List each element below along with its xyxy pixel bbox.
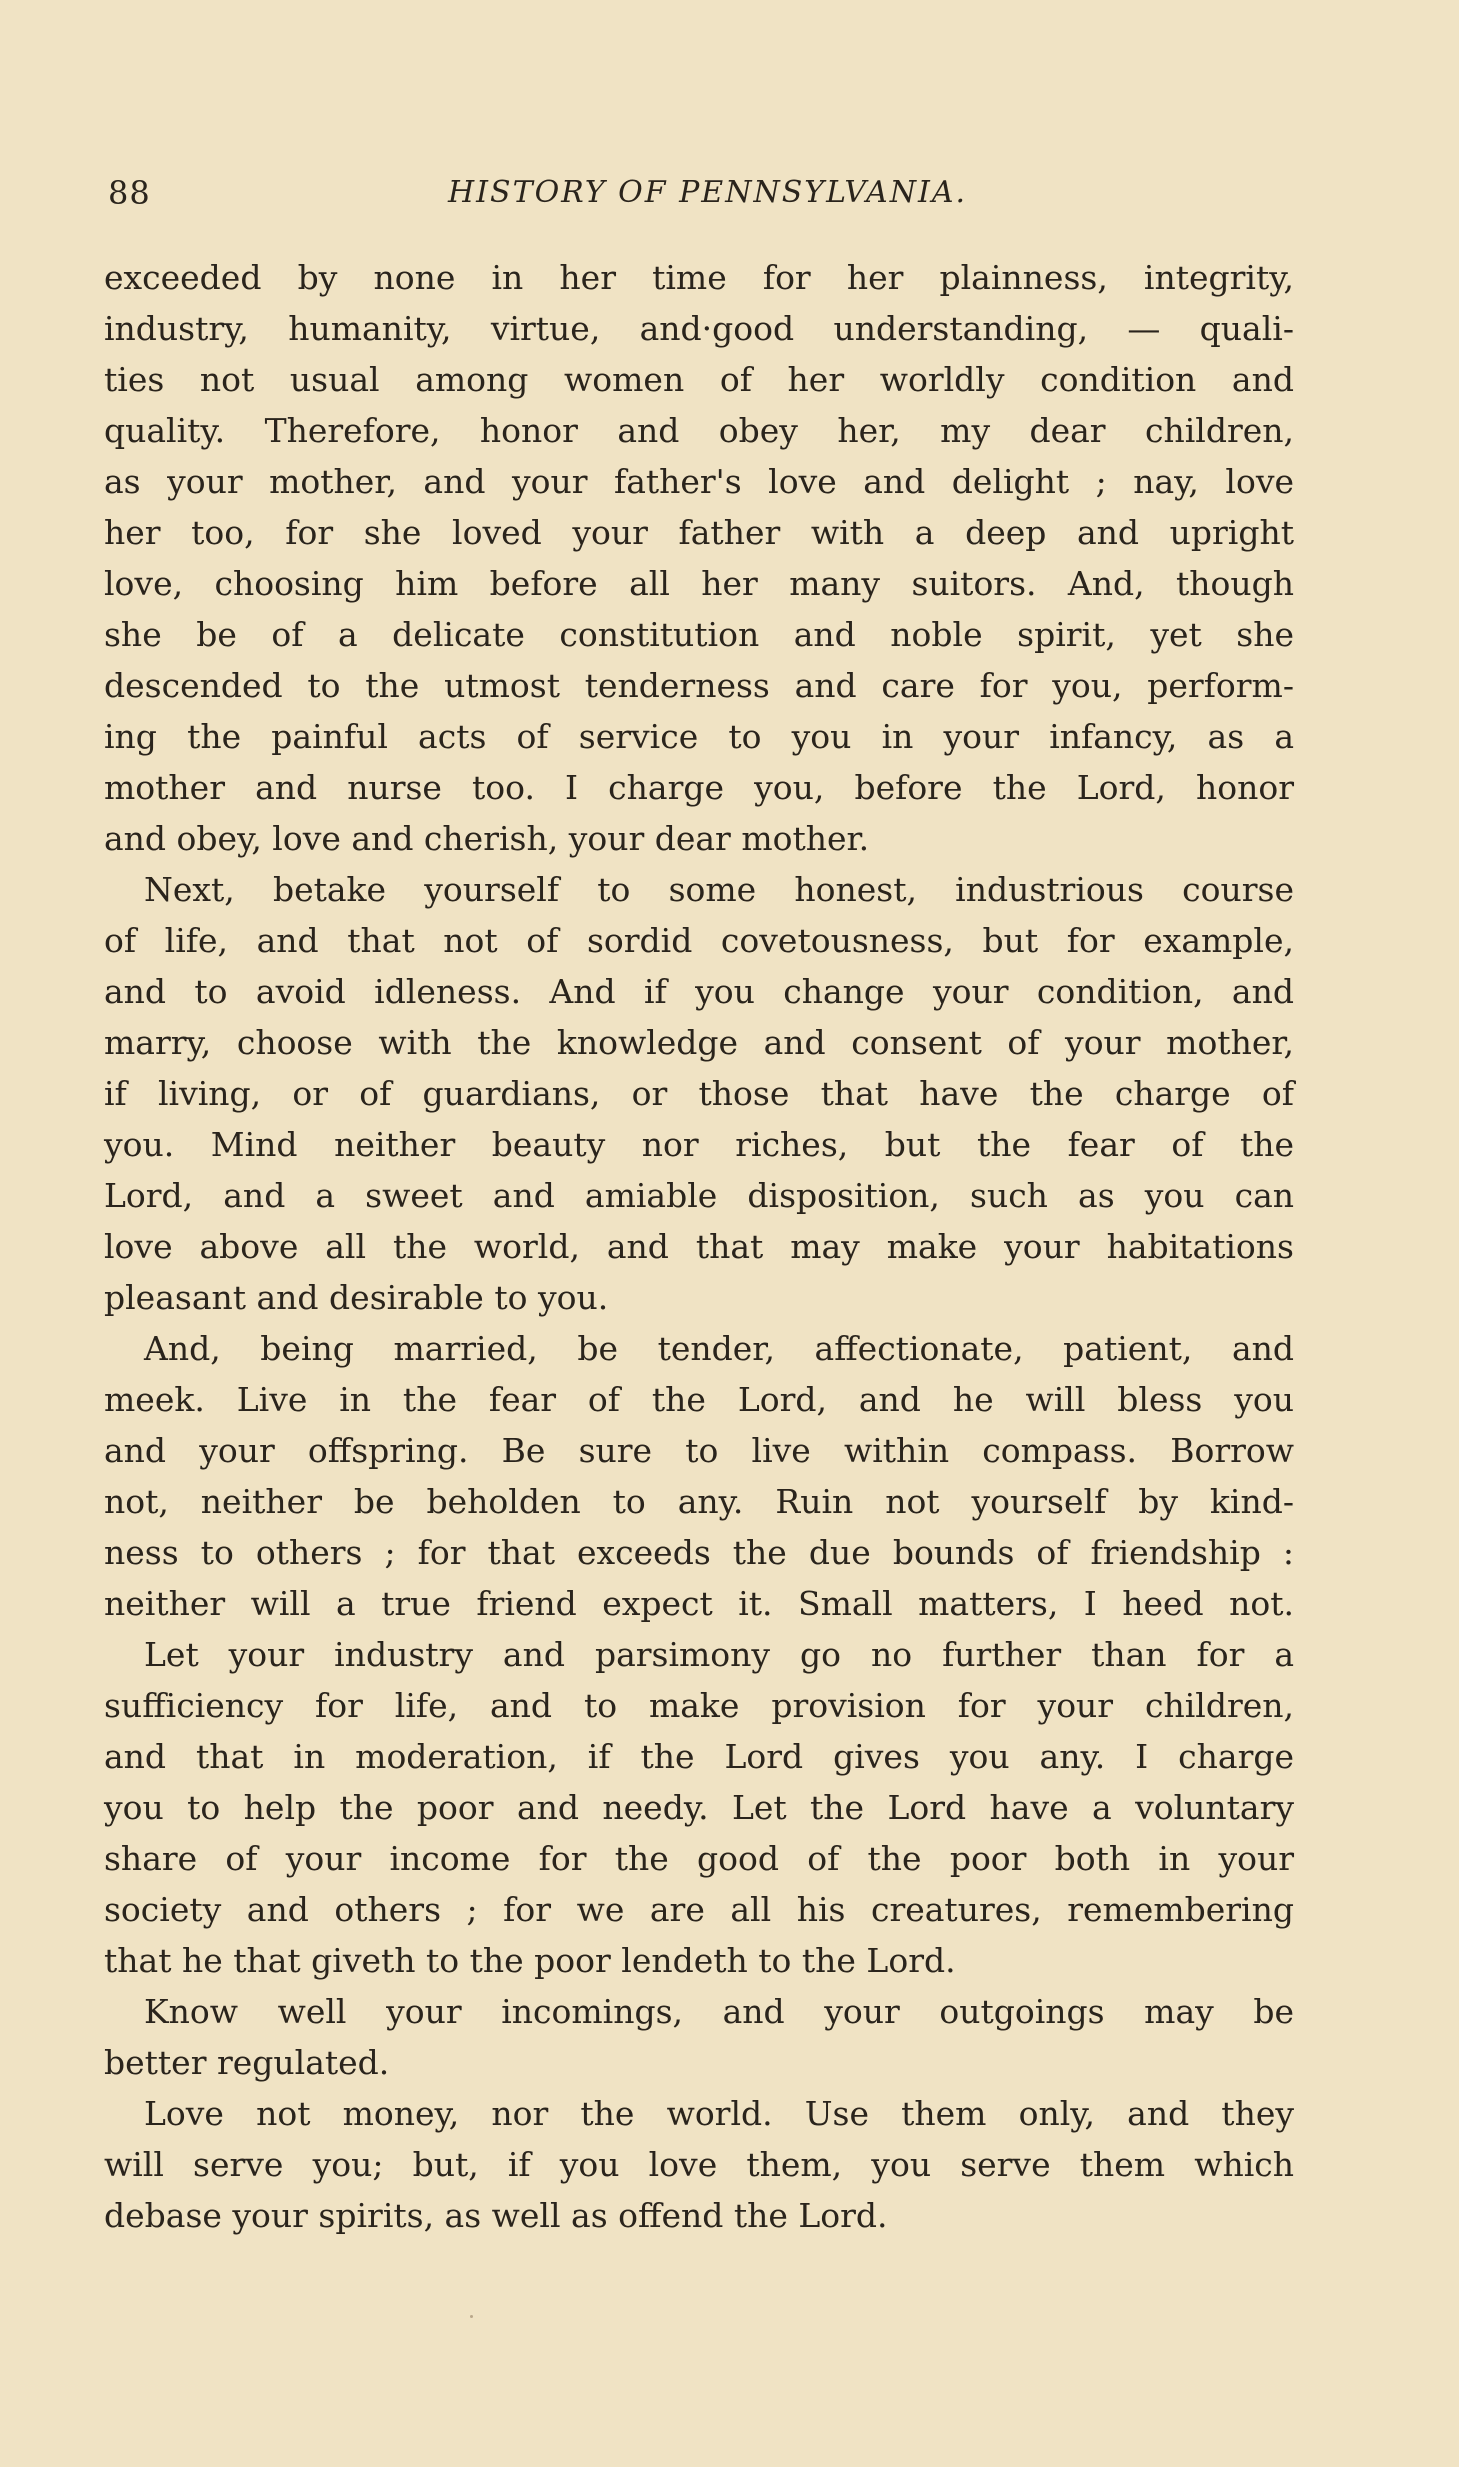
- text-line: debase your spirits, as well as offend the Lord.: [104, 2196, 888, 2235]
- text-line: you to help the poor and needy. Let the Lord have a voluntary: [104, 1788, 1294, 1827]
- text-line: of life, and that not of sordid covetousness, but for example,: [104, 921, 1294, 960]
- text-line: and to avoid idleness. And if you change your condition, and: [104, 972, 1294, 1011]
- text-line: love above all the world, and that may make your habitations: [104, 1227, 1294, 1266]
- text-line: Lord, and a sweet and amiable disposition, such as you can: [104, 1176, 1294, 1215]
- running-title: HISTORY OF PENNSYLVANIA.: [448, 175, 968, 210]
- text-line: ing the painful acts of service to you in your infancy, as a: [104, 717, 1294, 756]
- text-line: will serve you; but, if you love them, you serve them which: [104, 2145, 1294, 2184]
- text-line: mother and nurse too. I charge you, before the Lord, honor: [104, 768, 1294, 807]
- paragraph-start-line: Know well your incomings, and your outgoings may be: [144, 1992, 1294, 2031]
- body-text: [104, 252, 1294, 2241]
- page-header: [108, 168, 1298, 218]
- text-line: pleasant and desirable to you.: [104, 1278, 609, 1317]
- text-line: if living, or of guardians, or those that have the charge of: [104, 1074, 1294, 1113]
- text-line: that he that giveth to the poor lendeth to the Lord.: [104, 1941, 956, 1980]
- text-line: and your offspring. Be sure to live within compass. Borrow: [104, 1431, 1294, 1470]
- text-line: love, choosing him before all her many suitors. And, though: [104, 564, 1294, 603]
- text-line: and obey, love and cherish, your dear mother.: [104, 819, 870, 858]
- paragraph-start-line: And, being married, be tender, affectionate, patient, and: [144, 1329, 1294, 1368]
- page-number: 88: [108, 174, 151, 212]
- text-line: industry, humanity, virtue, and·good understanding, — quali-: [104, 309, 1294, 348]
- paragraph-start-line: Love not money, nor the world. Use them only, and they: [144, 2094, 1294, 2133]
- text-line: meek. Live in the fear of the Lord, and he will bless you: [104, 1380, 1294, 1419]
- text-line: and that in moderation, if the Lord gives you any. I charge: [104, 1737, 1294, 1776]
- paper-speck: [470, 2315, 473, 2318]
- paragraph-start-line: Next, betake yourself to some honest, industrious course: [144, 870, 1294, 909]
- text-line: not, neither be beholden to any. Ruin not yourself by kind-: [104, 1482, 1294, 1521]
- text-line: her too, for she loved your father with a deep and upright: [104, 513, 1294, 552]
- text-line: quality. Therefore, honor and obey her, my dear children,: [104, 411, 1294, 450]
- text-line: neither will a true friend expect it. Small matters, I heed not.: [104, 1584, 1294, 1623]
- text-line: better regulated.: [104, 2043, 390, 2082]
- paragraph-start-line: Let your industry and parsimony go no further than for a: [144, 1635, 1294, 1674]
- text-line: society and others ; for we are all his creatures, remembering: [104, 1890, 1294, 1929]
- text-line: share of your income for the good of the poor both in your: [104, 1839, 1294, 1878]
- text-line: ties not usual among women of her worldly condition and: [104, 360, 1294, 399]
- text-line: descended to the utmost tenderness and care for you, perform-: [104, 666, 1294, 705]
- text-line: she be of a delicate constitution and noble spirit, yet she: [104, 615, 1294, 654]
- text-line: as your mother, and your father's love and delight ; nay, love: [104, 462, 1294, 501]
- text-line: you. Mind neither beauty nor riches, but the fear of the: [104, 1125, 1294, 1164]
- text-line: marry, choose with the knowledge and consent of your mother,: [104, 1023, 1294, 1062]
- text-line: exceeded by none in her time for her plainness, integrity,: [104, 258, 1294, 297]
- text-line: ness to others ; for that exceeds the due bounds of friendship :: [104, 1533, 1294, 1572]
- text-line: sufficiency for life, and to make provision for your children,: [104, 1686, 1294, 1725]
